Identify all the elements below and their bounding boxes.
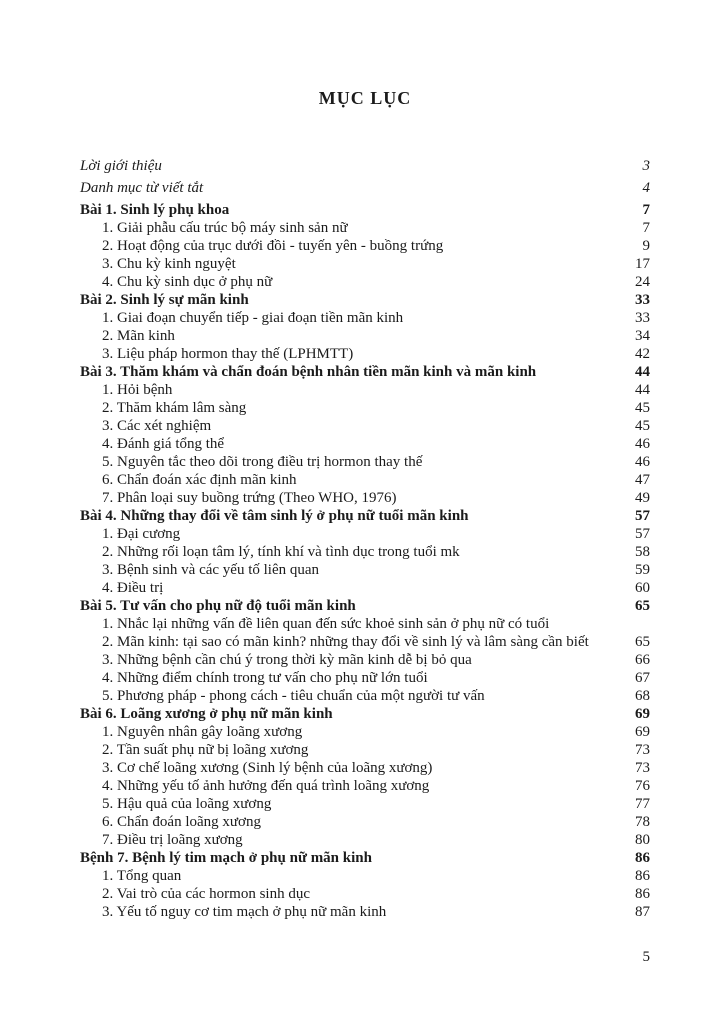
toc-entry-label: Bệnh 7. Bệnh lý tim mạch ở phụ nữ mãn kinh: [80, 850, 372, 866]
toc-entry: [80, 831, 650, 849]
toc-entry: [80, 489, 650, 507]
toc-entry: [80, 507, 650, 525]
toc-entry: [80, 849, 650, 867]
toc-entry-label: Bài 2. Sinh lý sự mãn kinh: [80, 292, 249, 308]
toc-entry-page: 24: [635, 274, 650, 290]
toc-entry-label: Bài 1. Sinh lý phụ khoa: [80, 202, 230, 218]
toc-entry: [80, 705, 650, 723]
toc-entry: [80, 453, 650, 471]
toc-entry-page: 33: [635, 292, 650, 308]
toc-entry-page: 49: [635, 490, 650, 506]
toc-entry-label: 1. Giải phẫu cấu trúc bộ máy sinh sản nữ: [102, 220, 348, 236]
toc-entry: [80, 327, 650, 345]
toc-entry-label: 2. Những rối loạn tâm lý, tính khí và tình dục trong tuổi mk: [102, 544, 460, 560]
toc-entry-label: Bài 3. Thăm khám và chẩn đoán bệnh nhân tiền mãn kinh và mãn kinh: [80, 364, 537, 380]
toc-entry-label: 3. Chu kỳ kinh nguyệt: [102, 256, 236, 272]
toc-entry: [80, 417, 650, 435]
toc-entry: [80, 867, 650, 885]
toc-entry: [80, 381, 650, 399]
toc-entry-page: 87: [635, 904, 650, 920]
toc-entry: [80, 759, 650, 777]
toc-entry: [80, 399, 650, 417]
toc-entry-label: Danh mục từ viết tắt: [80, 180, 204, 196]
toc-entry-page: 42: [635, 346, 650, 362]
toc-entry-label: 3. Các xét nghiệm: [102, 418, 212, 434]
toc-entry-label: 3. Yếu tố nguy cơ tim mạch ở phụ nữ mãn kinh: [102, 904, 387, 920]
toc-entry-label: 2. Tần suất phụ nữ bị loãng xương: [102, 742, 309, 758]
toc-entry-label: Bài 5. Tư vấn cho phụ nữ độ tuổi mãn kinh: [80, 598, 356, 614]
toc-entry-label: 2. Thăm khám lâm sàng: [102, 400, 247, 416]
toc-list: [80, 157, 650, 921]
toc-entry: [80, 651, 650, 669]
toc-entry-page: 86: [635, 850, 650, 866]
toc-entry-page: 46: [635, 454, 650, 470]
toc-entry: [80, 273, 650, 291]
toc-entry: [80, 597, 650, 615]
toc-entry: [80, 525, 650, 543]
toc-entry: [80, 687, 650, 705]
toc-entry-page: 65: [635, 598, 650, 614]
toc-entry: [80, 219, 650, 237]
toc-entry-label: 1. Đại cương: [102, 526, 181, 542]
toc-entry-label: 4. Những yếu tố ảnh hưởng đến quá trình loãng xương: [102, 778, 430, 794]
toc-entry: [80, 201, 650, 219]
toc-entry-label: 7. Điều trị loãng xương: [102, 832, 243, 848]
toc-entry-label: 1. Giai đoạn chuyển tiếp - giai đoạn tiền mãn kinh: [102, 310, 404, 326]
toc-entry-page: 59: [635, 562, 650, 578]
toc-entry-label: 6. Chẩn đoán loãng xương: [102, 814, 261, 830]
toc-entry-page: 45: [635, 418, 650, 434]
toc-entry-page: 73: [635, 760, 650, 776]
toc-entry: [80, 363, 650, 381]
toc-entry: [80, 471, 650, 489]
toc-entry-page: 67: [635, 670, 650, 686]
toc-entry-page: 65: [635, 634, 650, 650]
toc-entry: [80, 255, 650, 273]
toc-entry-label: 5. Nguyên tắc theo dõi trong điều trị hormon thay thế: [102, 454, 423, 470]
toc-entry-label: 4. Những điểm chính trong tư vấn cho phụ nữ lớn tuổi: [102, 670, 428, 686]
toc-entry-page: 45: [635, 400, 650, 416]
toc-entry-label: 3. Liệu pháp hormon thay thế (LPHMTT): [102, 346, 354, 362]
toc-entry-page: 47: [635, 472, 650, 488]
toc-entry: [80, 813, 650, 831]
toc-entry-page: 73: [635, 742, 650, 758]
page-content: [80, 88, 650, 921]
toc-entry: [80, 561, 650, 579]
toc-entry-label: 6. Chẩn đoán xác định mãn kinh: [102, 472, 297, 488]
toc-entry: [80, 615, 650, 633]
toc-entry-label: 1. Hỏi bệnh: [102, 382, 173, 398]
toc-entry: [80, 179, 650, 197]
toc-entry-label: 3. Cơ chế loãng xương (Sinh lý bệnh của loãng xương): [102, 760, 433, 776]
toc-entry-label: 2. Mãn kinh: [102, 328, 175, 344]
toc-entry-page: 7: [642, 202, 650, 218]
toc-entry: [80, 777, 650, 795]
toc-entry-label: 2. Hoạt động của trục dưới đồi - tuyến yên - buồng trứng: [102, 238, 444, 254]
toc-entry: [80, 345, 650, 363]
toc-entry-page: 76: [635, 778, 650, 794]
toc-entry-label: 1. Nhắc lại những vấn đề liên quan đến sức khoẻ sinh sản ở phụ nữ có tuổi: [102, 616, 550, 632]
toc-entry: [80, 237, 650, 255]
toc-entry-label: 4. Chu kỳ sinh dục ở phụ nữ: [102, 274, 273, 290]
toc-entry-label: Bài 4. Những thay đổi về tâm sinh lý ở phụ nữ tuổi mãn kinh: [80, 508, 469, 524]
toc-entry-page: 4: [642, 180, 650, 196]
toc-entry-label: 2. Vai trò của các hormon sinh dục: [102, 886, 311, 902]
toc-entry-page: 3: [642, 158, 650, 174]
toc-entry-page: 7: [642, 220, 650, 236]
toc-entry-page: 33: [635, 310, 650, 326]
toc-entry-page: 86: [635, 886, 650, 902]
toc-entry: [80, 579, 650, 597]
toc-entry-label: 4. Điều trị: [102, 580, 164, 596]
toc-entry-page: 58: [635, 544, 650, 560]
toc-entry: [80, 435, 650, 453]
toc-entry-label: 3. Những bệnh cần chú ý trong thời kỳ mãn kinh dễ bị bỏ qua: [102, 652, 472, 668]
toc-entry-page: 44: [635, 382, 650, 398]
toc-entry-page: 78: [635, 814, 650, 830]
toc-entry-page: 77: [635, 796, 650, 812]
page-title: MỤC LỤC: [318, 88, 412, 108]
toc-entry-label: Lời giới thiệu: [80, 158, 162, 174]
toc-entry-page: 9: [642, 238, 650, 254]
toc-entry-label: 5. Phương pháp - phong cách - tiêu chuẩn của một người tư vấn: [102, 688, 485, 704]
toc-entry-label: Bài 6. Loãng xương ở phụ nữ mãn kinh: [80, 706, 333, 722]
toc-entry-label: 3. Bệnh sinh và các yếu tố liên quan: [102, 562, 320, 578]
toc-entry-page: 66: [635, 652, 650, 668]
toc-entry-page: 44: [635, 364, 650, 380]
toc-entry-page: 69: [635, 724, 650, 740]
toc-entry-label: 4. Đánh giá tổng thể: [102, 436, 225, 452]
toc-entry: [80, 723, 650, 741]
toc-entry-page: 34: [635, 328, 650, 344]
toc-entry-page: 69: [635, 706, 650, 722]
toc-entry-page: 86: [635, 868, 650, 884]
toc-entry: [80, 741, 650, 759]
toc-entry-label: 1. Nguyên nhân gây loãng xương: [102, 724, 303, 740]
toc-entry: [80, 669, 650, 687]
toc-entry: [80, 157, 650, 175]
toc-entry-page: 57: [635, 508, 650, 524]
toc-entry: [80, 309, 650, 327]
toc-entry-label: 5. Hậu quả của loãng xương: [102, 796, 272, 812]
toc-entry-label: 2. Mãn kinh: tại sao có mãn kinh? những thay đổi về sinh lý và lâm sàng cần biết: [102, 634, 589, 650]
toc-entry: [80, 291, 650, 309]
toc-entry: [80, 885, 650, 903]
page-number: 5: [642, 949, 650, 965]
toc-entry-page: 80: [635, 832, 650, 848]
toc-entry-page: 60: [635, 580, 650, 596]
toc-entry-page: 57: [635, 526, 650, 542]
toc-entry: [80, 795, 650, 813]
toc-entry-page: 46: [635, 436, 650, 452]
toc-entry-label: 1. Tổng quan: [102, 868, 182, 884]
toc-entry: [80, 633, 650, 651]
toc-entry: [80, 543, 650, 561]
toc-entry: [80, 903, 650, 921]
toc-entry-page: 68: [635, 688, 650, 704]
toc-entry-page: 17: [635, 256, 650, 272]
toc-entry-label: 7. Phân loại suy buồng trứng (Theo WHO, 1976): [102, 490, 397, 506]
